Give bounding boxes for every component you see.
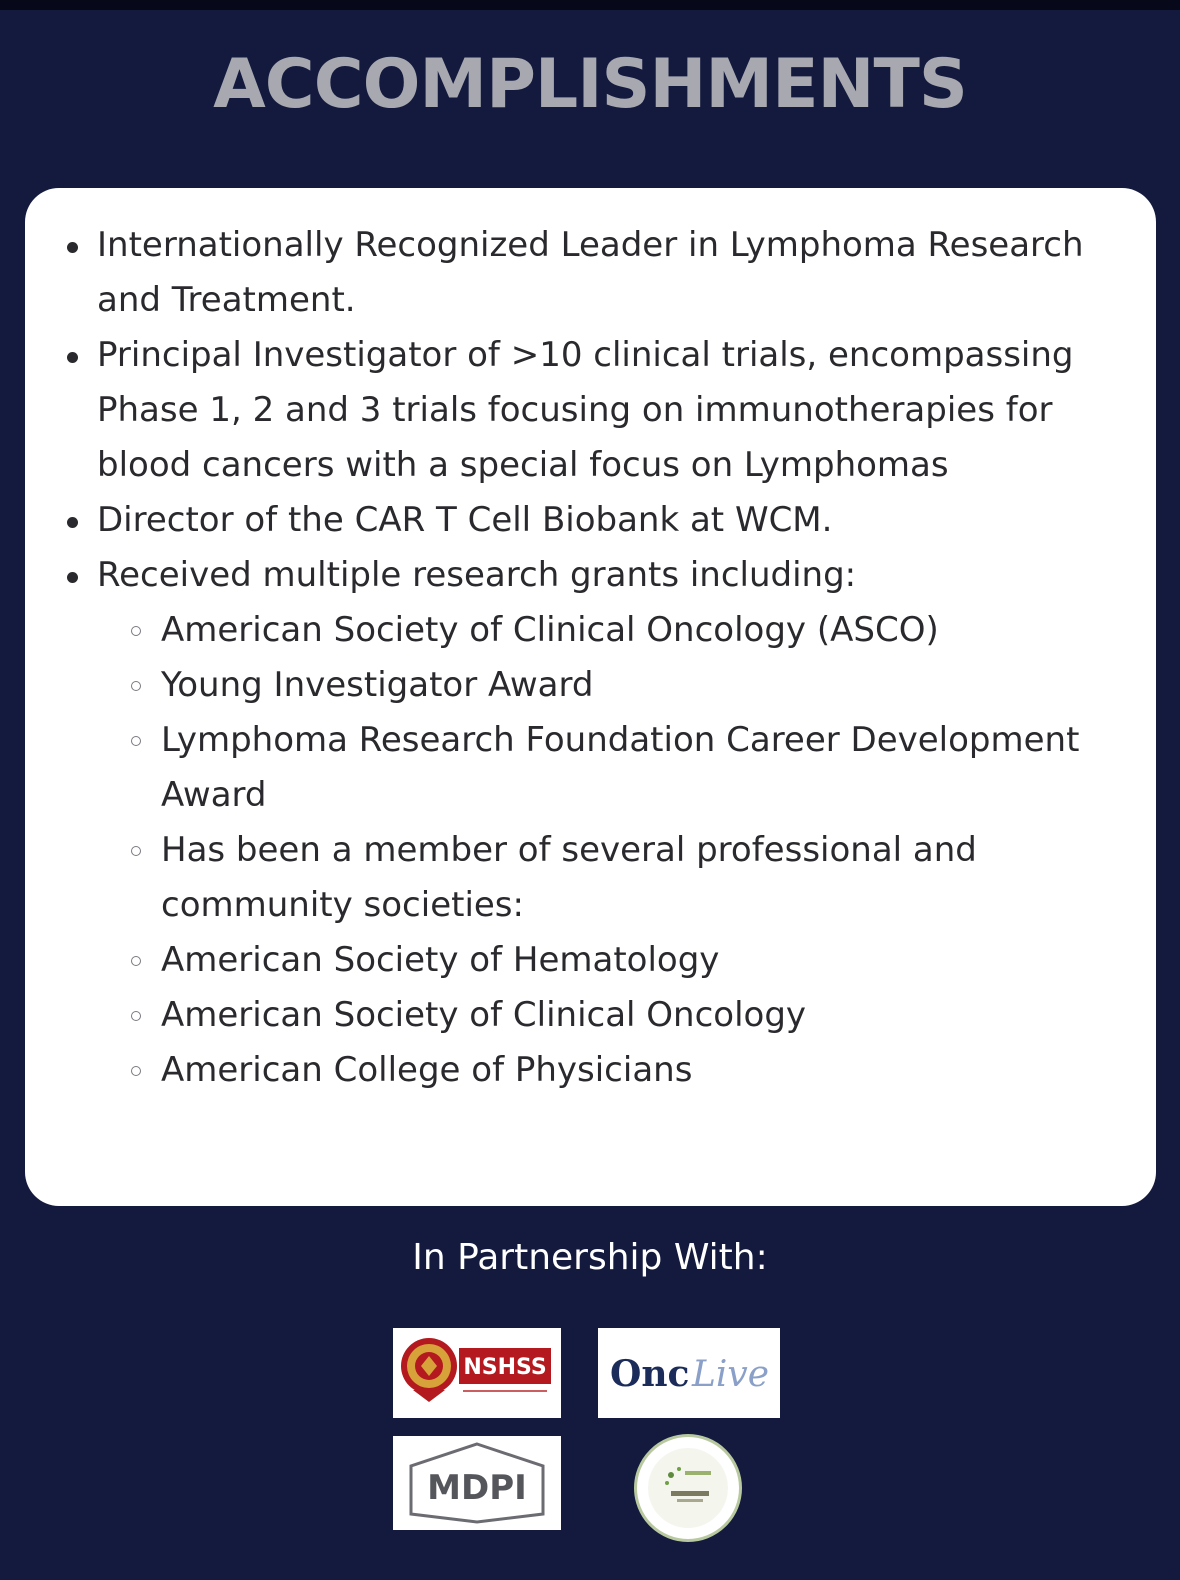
list-item: [25, 493, 1156, 548]
oncology-logo-graphic: [637, 1437, 739, 1539]
bullet-dot-icon: [67, 517, 78, 528]
list-item-text: Internationally Recognized Leader in Lymphoma Research and Treatment.: [97, 225, 1084, 320]
nshss-logo: [393, 1328, 561, 1418]
accomplishments-card: [25, 188, 1156, 1206]
list-item-text: Director of the CAR T Cell Biobank at WCM.: [97, 500, 833, 540]
nshss-logo-graphic: [393, 1328, 561, 1418]
oncology-circle-logo: [634, 1434, 742, 1542]
sub-list-item: [25, 713, 1156, 823]
sub-list-item: [25, 658, 1156, 713]
bullet-dot-icon: [67, 572, 78, 583]
sub-list-item: [25, 603, 1156, 658]
list-item: [25, 328, 1156, 493]
hollow-circle-bullet-icon: [131, 626, 141, 636]
hollow-circle-bullet-icon: [131, 1011, 141, 1021]
top-edge-strip: [0, 0, 1180, 10]
svg-text:Live: Live: [692, 1354, 770, 1395]
onclive-logo: [598, 1328, 780, 1418]
sub-list-item-text: American Society of Hematology: [161, 940, 720, 980]
sub-list-item-text: Young Investigator Award: [161, 665, 594, 705]
list-item-text: Principal Investigator of >10 clinical trials, encompassing Phase 1, 2 and 3 trials focusing on immunotherapies for blood cancers with a special focus on Lymphomas: [97, 335, 1074, 485]
bullet-dot-icon: [67, 352, 78, 363]
list-item-text: Received multiple research grants including:: [97, 555, 857, 595]
sub-list-item: [25, 1043, 1156, 1098]
hollow-circle-bullet-icon: [131, 956, 141, 966]
accomplishments-list: [25, 218, 1156, 1098]
svg-text:NSHSS: NSHSS: [463, 1355, 547, 1380]
hollow-circle-bullet-icon: [131, 736, 141, 746]
sub-list-item: [25, 933, 1156, 988]
sub-list-item-text: American Society of Clinical Oncology: [161, 995, 807, 1035]
mdpi-logo: [393, 1436, 561, 1530]
page-heading: ACCOMPLISHMENTS: [213, 45, 967, 124]
sub-list-item: [25, 823, 1156, 933]
partnership-label: In Partnership With:: [412, 1237, 768, 1278]
bullet-dot-icon: [67, 242, 78, 253]
svg-text:Onc: Onc: [610, 1353, 690, 1395]
svg-text:MDPI: MDPI: [427, 1468, 527, 1508]
sub-list-item: [25, 988, 1156, 1043]
onclive-logo-graphic: [598, 1328, 780, 1418]
hollow-circle-bullet-icon: [131, 1066, 141, 1076]
sub-list-item-text: Lymphoma Research Foundation Career Development Award: [161, 720, 1080, 815]
list-item: [25, 218, 1156, 328]
hollow-circle-bullet-icon: [131, 846, 141, 856]
hollow-circle-bullet-icon: [131, 681, 141, 691]
mdpi-logo-graphic: [393, 1436, 561, 1530]
sub-list-item-text: American College of Physicians: [161, 1050, 693, 1090]
sub-list-item-text: American Society of Clinical Oncology (ASCO): [161, 610, 939, 650]
list-item: [25, 548, 1156, 603]
sub-list-item-text: Has been a member of several professional and community societies:: [161, 830, 977, 925]
